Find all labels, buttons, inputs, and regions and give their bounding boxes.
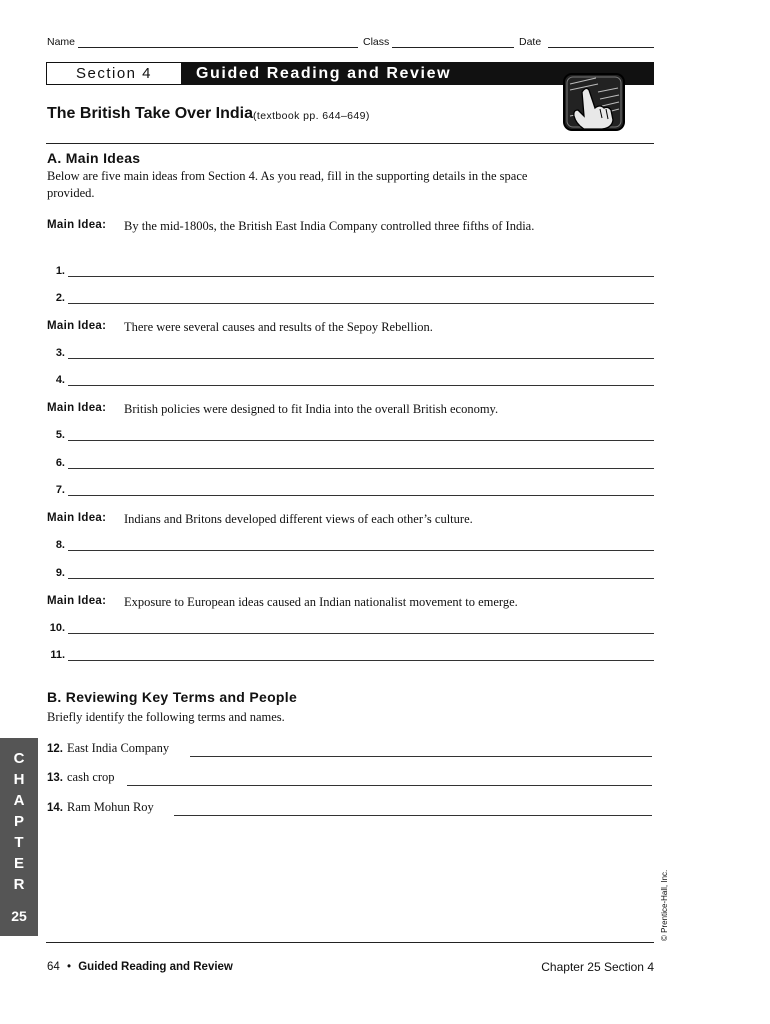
- main-idea-text: Indians and Britons developed different views of each other’s culture.: [124, 512, 473, 526]
- answer-line[interactable]: [68, 578, 654, 579]
- main-idea-label: Main Idea:: [47, 219, 107, 231]
- chapter-tab-number: 25: [11, 908, 27, 924]
- section-b-heading: B. Reviewing Key Terms and People: [47, 689, 298, 705]
- chapter-tab-letter: A: [13, 792, 25, 809]
- section-a-heading: A. Main Ideas: [47, 150, 141, 166]
- key-term-row: [47, 741, 169, 756]
- answer-number: 8.: [55, 539, 65, 551]
- footer-left: [47, 961, 233, 973]
- main-idea-text: Exposure to European ideas caused an Indian nationalist movement to emerge.: [124, 595, 518, 609]
- section-b-instructions: Briefly identify the following terms and names.: [47, 710, 285, 724]
- class-field[interactable]: [392, 47, 514, 48]
- date-field[interactable]: [548, 47, 654, 48]
- main-idea-text: By the mid-1800s, the British East India Company controlled three fifths of India.: [124, 219, 535, 233]
- name-field[interactable]: [78, 47, 358, 48]
- term-answer-line[interactable]: [174, 815, 652, 816]
- answer-number: 6.: [55, 457, 65, 469]
- answer-number: 11.: [50, 649, 65, 661]
- answer-line[interactable]: [68, 440, 654, 441]
- banner-title: Guided Reading and Review: [196, 65, 452, 82]
- key-term-row: [47, 770, 115, 785]
- key-term-row: [47, 800, 154, 815]
- textbook-pages: (textbook pp. 644–649): [253, 110, 370, 122]
- main-idea-label: Main Idea:: [47, 512, 107, 524]
- answer-line[interactable]: [68, 303, 654, 304]
- answer-number: 10.: [49, 622, 65, 634]
- answer-line[interactable]: [68, 550, 654, 551]
- answer-line[interactable]: [68, 468, 654, 469]
- chapter-tab-letter: R: [13, 876, 25, 893]
- lesson-title: The British Take Over India: [47, 105, 253, 122]
- pointing-hand-icon: [562, 72, 626, 132]
- answer-number: 5.: [55, 429, 65, 441]
- term-answer-line[interactable]: [127, 785, 652, 786]
- main-idea-label: Main Idea:: [47, 595, 107, 607]
- student-info-line: [47, 36, 654, 50]
- answer-number: 7.: [55, 484, 65, 496]
- section-label: Section 4: [47, 63, 181, 84]
- term-name: East India Company: [67, 741, 170, 755]
- footer-book-title: Guided Reading and Review: [78, 961, 233, 973]
- answer-number: 3.: [55, 347, 65, 359]
- answer-number: 2.: [55, 292, 65, 304]
- footer-bullet: •: [67, 961, 72, 973]
- footer-divider: [46, 942, 654, 943]
- term-number: 13.: [47, 772, 63, 784]
- chapter-tab-letters: [0, 748, 38, 895]
- page-number: 64: [47, 961, 60, 973]
- title-divider: [46, 143, 654, 144]
- term-name: cash crop: [67, 770, 115, 784]
- date-label: Date: [519, 36, 542, 48]
- class-label: Class: [363, 36, 390, 48]
- term-name: Ram Mohun Roy: [67, 800, 154, 814]
- term-answer-line[interactable]: [190, 756, 652, 757]
- main-idea-label: Main Idea:: [47, 402, 107, 414]
- answer-line[interactable]: [68, 358, 654, 359]
- answer-line[interactable]: [68, 660, 654, 661]
- answer-line[interactable]: [68, 276, 654, 277]
- answer-number: 1.: [55, 265, 65, 277]
- main-idea-text: There were several causes and results of the Sepoy Rebellion.: [124, 320, 433, 334]
- answer-line[interactable]: [68, 633, 654, 634]
- section-a-instructions: Below are five main ideas from Section 4. As you read, fill in the supporting details in the space provided.: [47, 169, 528, 200]
- main-idea-label: Main Idea:: [47, 320, 107, 332]
- term-number: 14.: [47, 802, 63, 814]
- chapter-tab: [0, 738, 38, 936]
- chapter-tab-letter: E: [13, 855, 24, 872]
- main-idea-text: British policies were designed to fit India into the overall British economy.: [124, 402, 499, 416]
- chapter-tab-letter: C: [13, 750, 25, 767]
- chapter-tab-letter: T: [14, 834, 24, 851]
- footer-location: Chapter 25 Section 4: [541, 960, 654, 974]
- name-label: Name: [47, 36, 76, 48]
- answer-number: 9.: [55, 567, 65, 579]
- copyright-notice: © Prentice-Hall, Inc.: [660, 869, 669, 941]
- answer-number: 4.: [55, 374, 65, 386]
- term-number: 12.: [47, 743, 63, 755]
- answer-line[interactable]: [68, 385, 654, 386]
- chapter-tab-letter: P: [13, 813, 24, 830]
- chapter-tab-letter: H: [13, 771, 25, 788]
- answer-line[interactable]: [68, 495, 654, 496]
